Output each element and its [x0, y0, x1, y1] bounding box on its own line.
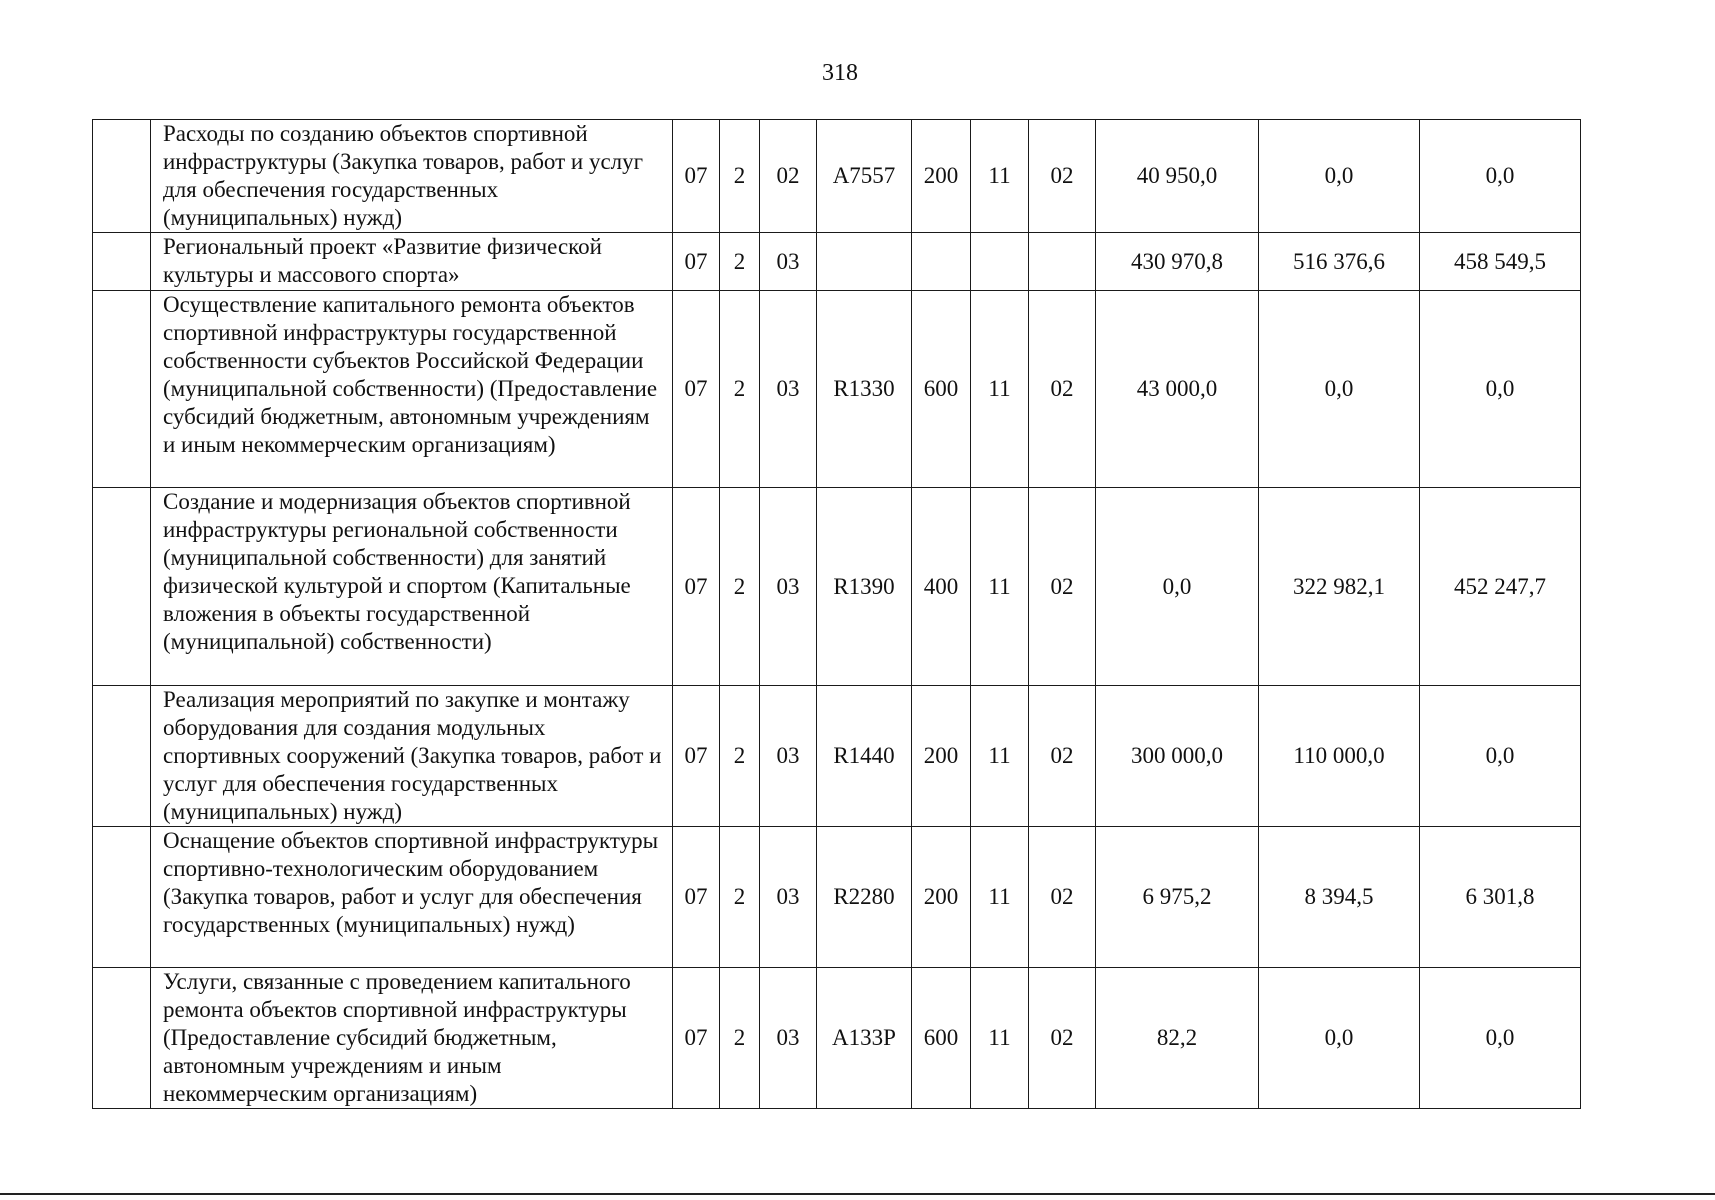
amount-year1-cell: 300 000,0 — [1096, 686, 1259, 827]
description-cell: Услуги, связанные с проведением капитального ремонта объектов спортивной инфраструктуры (Предоставление субсидий бюджетным, автономным учреждениям и иным некоммерческим организациям) — [151, 968, 673, 1109]
amount-year2-cell: 0,0 — [1259, 291, 1420, 488]
subprogram-code-cell: 03 — [760, 233, 817, 291]
amount-year1-cell: 6 975,2 — [1096, 827, 1259, 968]
expense-type-cell: 200 — [912, 120, 971, 233]
direction-code-cell: A7557 — [817, 120, 912, 233]
amount-year1-cell: 40 950,0 — [1096, 120, 1259, 233]
direction-code-cell: R1330 — [817, 291, 912, 488]
subprogram-code-cell: 03 — [760, 968, 817, 1109]
program-code-cell: 2 — [720, 827, 760, 968]
subdivision-cell: 02 — [1029, 488, 1096, 686]
amount-year2-cell: 516 376,6 — [1259, 233, 1420, 291]
amount-year3-cell: 452 247,7 — [1420, 488, 1581, 686]
row-number-cell — [93, 968, 151, 1109]
description-cell: Оснащение объектов спортивной инфраструктуры спортивно-технологическим оборудованием (Закупка товаров, работ и услуг для обеспечения государственных (муниципальных) нужд) — [151, 827, 673, 968]
amount-year2-cell: 0,0 — [1259, 120, 1420, 233]
description-cell: Осуществление капитального ремонта объектов спортивной инфраструктуры государственной собственности субъектов Российской Федерации (муниципальной собственности) (Предоставление субсидий бюджетным, автономным учреждениям и иным некоммерческим организациям) — [151, 291, 673, 488]
direction-code-cell: A133P — [817, 968, 912, 1109]
direction-code-cell: R2280 — [817, 827, 912, 968]
section-code-cell: 07 — [673, 488, 720, 686]
amount-year3-cell: 0,0 — [1420, 120, 1581, 233]
division-cell: 11 — [971, 291, 1029, 488]
subdivision-cell: 02 — [1029, 827, 1096, 968]
subdivision-cell: 02 — [1029, 968, 1096, 1109]
amount-year3-cell: 0,0 — [1420, 968, 1581, 1109]
subdivision-cell: 02 — [1029, 120, 1096, 233]
section-code-cell: 07 — [673, 233, 720, 291]
subprogram-code-cell: 03 — [760, 827, 817, 968]
amount-year1-cell: 430 970,8 — [1096, 233, 1259, 291]
expense-type-cell — [912, 233, 971, 291]
scan-edge-line — [0, 1193, 1715, 1195]
amount-year3-cell: 0,0 — [1420, 686, 1581, 827]
subprogram-code-cell: 03 — [760, 488, 817, 686]
description-cell: Региональный проект «Развитие физической культуры и массового спорта» — [151, 233, 673, 291]
description-cell: Создание и модернизация объектов спортивной инфраструктуры региональной собственности (муниципальной собственности) для занятий физической культурой и спортом (Капитальные вложения в объекты государственной (муниципальной) собственности) — [151, 488, 673, 686]
amount-year3-cell: 0,0 — [1420, 291, 1581, 488]
expense-type-cell: 600 — [912, 968, 971, 1109]
description-cell: Реализация мероприятий по закупке и монтажу оборудования для создания модульных спортивных сооружений (Закупка товаров, работ и услуг для обеспечения государственных (муниципальных) нужд) — [151, 686, 673, 827]
expense-type-cell: 400 — [912, 488, 971, 686]
amount-year2-cell: 0,0 — [1259, 968, 1420, 1109]
page-number: 318 — [822, 60, 858, 86]
section-code-cell: 07 — [673, 827, 720, 968]
section-code-cell: 07 — [673, 968, 720, 1109]
amount-year3-cell: 6 301,8 — [1420, 827, 1581, 968]
program-code-cell: 2 — [720, 120, 760, 233]
subprogram-code-cell: 02 — [760, 120, 817, 233]
row-number-cell — [93, 488, 151, 686]
amount-year2-cell: 8 394,5 — [1259, 827, 1420, 968]
row-number-cell — [93, 686, 151, 827]
division-cell: 11 — [971, 120, 1029, 233]
budget-table — [92, 119, 1581, 1109]
division-cell: 11 — [971, 968, 1029, 1109]
amount-year1-cell: 82,2 — [1096, 968, 1259, 1109]
section-code-cell: 07 — [673, 686, 720, 827]
subdivision-cell — [1029, 233, 1096, 291]
table-row — [93, 120, 1581, 233]
program-code-cell: 2 — [720, 488, 760, 686]
amount-year1-cell: 43 000,0 — [1096, 291, 1259, 488]
subprogram-code-cell: 03 — [760, 686, 817, 827]
table-row — [93, 291, 1581, 488]
division-cell — [971, 233, 1029, 291]
program-code-cell: 2 — [720, 968, 760, 1109]
section-code-cell: 07 — [673, 291, 720, 488]
amount-year2-cell: 322 982,1 — [1259, 488, 1420, 686]
direction-code-cell: R1440 — [817, 686, 912, 827]
table-row — [93, 233, 1581, 291]
amount-year1-cell: 0,0 — [1096, 488, 1259, 686]
row-number-cell — [93, 233, 151, 291]
table-row — [93, 827, 1581, 968]
division-cell: 11 — [971, 488, 1029, 686]
amount-year2-cell: 110 000,0 — [1259, 686, 1420, 827]
expense-type-cell: 200 — [912, 686, 971, 827]
table-row — [93, 686, 1581, 827]
section-code-cell: 07 — [673, 120, 720, 233]
program-code-cell: 2 — [720, 233, 760, 291]
subprogram-code-cell: 03 — [760, 291, 817, 488]
subdivision-cell: 02 — [1029, 686, 1096, 827]
direction-code-cell — [817, 233, 912, 291]
division-cell: 11 — [971, 686, 1029, 827]
table-row — [93, 968, 1581, 1109]
program-code-cell: 2 — [720, 291, 760, 488]
program-code-cell: 2 — [720, 686, 760, 827]
amount-year3-cell: 458 549,5 — [1420, 233, 1581, 291]
description-cell: Расходы по созданию объектов спортивной инфраструктуры (Закупка товаров, работ и услуг для обеспечения государственных (муниципальных) нужд) — [151, 120, 673, 233]
direction-code-cell: R1390 — [817, 488, 912, 686]
expense-type-cell: 600 — [912, 291, 971, 488]
expense-type-cell: 200 — [912, 827, 971, 968]
row-number-cell — [93, 291, 151, 488]
row-number-cell — [93, 120, 151, 233]
table-row — [93, 488, 1581, 686]
subdivision-cell: 02 — [1029, 291, 1096, 488]
row-number-cell — [93, 827, 151, 968]
division-cell: 11 — [971, 827, 1029, 968]
